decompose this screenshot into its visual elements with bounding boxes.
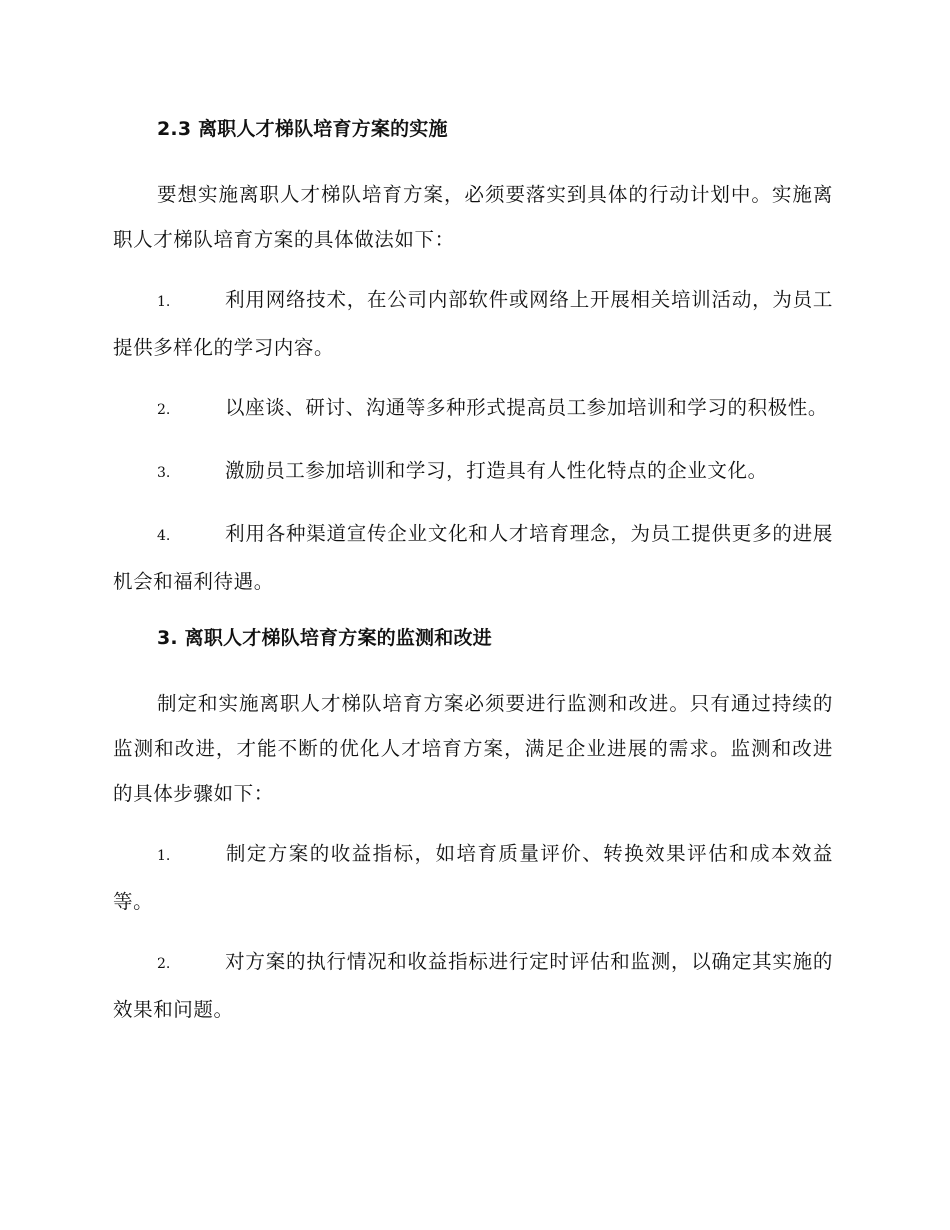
list-text: 利用各种渠道宣传企业文化和人才培育理念，为员工提供更多的进展机会和福利待遇。: [113, 522, 833, 593]
list-text: 利用网络技术，在公司内部软件或网络上开展相关培训活动，为员工提供多样化的学习内容。: [113, 288, 833, 359]
list-number: 4.: [157, 528, 171, 544]
list-text: 对方案的执行情况和收益指标进行定时评估和监测，以确定其实施的效果和问题。: [113, 950, 833, 1021]
list-item: [113, 831, 833, 924]
section-heading-2-3: 2.3 离职人才梯队培育方案的实施: [157, 118, 448, 140]
section-heading-3: 3. 离职人才梯队培育方案的监测和改进: [157, 627, 492, 649]
section-2-3-intro: 要想实施离职人才梯队培育方案，必须要落实到具体的行动计划中。实施离职人才梯队培育方案的具体做法如下：: [113, 183, 833, 251]
list-number: 1.: [157, 294, 171, 310]
list-number: 2.: [157, 956, 171, 972]
list-text: 激励员工参加培训和学习，打造具有人性化特点的企业文化。: [225, 459, 768, 482]
list-number: 3.: [157, 465, 171, 481]
list-item: [113, 385, 833, 433]
section-3-intro: 制定和实施离职人才梯队培育方案必须要进行监测和改进。只有通过持续的监测和改进，才能不断的优化人才培育方案，满足企业进展的需求。监测和改进的具体步骤如下：: [113, 692, 833, 805]
list-item: [113, 511, 833, 604]
list-item: [113, 448, 833, 496]
list-item: [113, 939, 833, 1032]
list-text: 以座谈、研讨、沟通等多种形式提高员工参加培训和学习的积极性。: [225, 396, 829, 419]
list-item: [113, 277, 833, 370]
list-text: 制定方案的收益指标，如培育质量评价、转换效果评估和成本效益等。: [113, 842, 833, 913]
list-number: 2.: [157, 402, 171, 418]
list-number: 1.: [157, 848, 171, 864]
document-body: [113, 110, 833, 1047]
